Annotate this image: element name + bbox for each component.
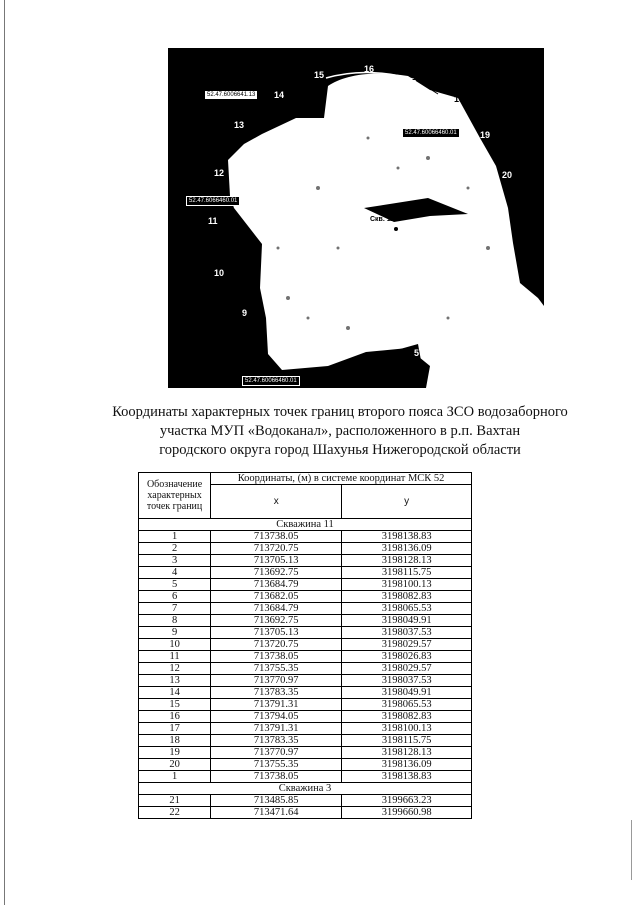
table-row — [139, 639, 472, 651]
caption-line: Координаты характерных точек границ второго пояса ЗСО водозаборного — [112, 404, 568, 420]
point-number: 7 — [139, 603, 211, 615]
coord-x: 713770.97 — [211, 675, 342, 687]
coord-y: 3198138.83 — [342, 771, 472, 783]
coord-y: 3199663.23 — [342, 795, 472, 807]
point-number: 5 — [139, 579, 211, 591]
coordinates-table — [138, 472, 472, 819]
map-point-label: 16 — [364, 64, 375, 74]
coord-y: 3198136.09 — [342, 759, 472, 771]
coord-x: 713783.35 — [211, 735, 342, 747]
table-body — [139, 519, 472, 819]
table-row — [139, 567, 472, 579]
point-number: 20 — [139, 759, 211, 771]
table-row — [139, 735, 472, 747]
map-coordinate-box: 52.47.6066460.01 — [186, 196, 240, 206]
table-row — [139, 711, 472, 723]
coord-y: 3198037.53 — [342, 675, 472, 687]
coord-y: 3198029.57 — [342, 639, 472, 651]
map-point-label: 9 — [242, 308, 248, 318]
map-coordinate-box: 52.47.60066460.01 — [242, 376, 300, 386]
map-coordinate-box: 52.47.60066460.01 — [402, 128, 460, 138]
coord-y: 3198082.83 — [342, 711, 472, 723]
map-point-label: 10 — [214, 268, 225, 278]
map-point-label: 5 — [414, 348, 420, 358]
coord-x: 713755.35 — [211, 759, 342, 771]
well-label: Скв. 11 — [370, 216, 395, 223]
table-row — [139, 555, 472, 567]
table-row — [139, 759, 472, 771]
table-row — [139, 687, 472, 699]
point-number: 13 — [139, 675, 211, 687]
coord-y: 3198100.13 — [342, 723, 472, 735]
table-row — [139, 699, 472, 711]
map-point-label: 1 — [484, 294, 490, 304]
coord-y: 3198136.09 — [342, 543, 472, 555]
coord-y: 3198115.75 — [342, 567, 472, 579]
coord-y: 3198049.91 — [342, 687, 472, 699]
table-row — [139, 531, 472, 543]
map-point-label: 2 — [508, 254, 514, 264]
header-y: y — [342, 485, 472, 519]
coord-x: 713770.97 — [211, 747, 342, 759]
coord-x: 713720.75 — [211, 543, 342, 555]
map-point-label: 15 — [314, 70, 325, 80]
page-edge-mark — [631, 820, 632, 880]
coord-x: 713738.05 — [211, 651, 342, 663]
coord-x: 713738.05 — [211, 531, 342, 543]
coord-x: 713738.05 — [211, 771, 342, 783]
map-point-label: 18 — [454, 94, 465, 104]
map-point-label: 14 — [274, 90, 285, 100]
coord-y: 3198026.83 — [342, 651, 472, 663]
point-number: 9 — [139, 627, 211, 639]
table-row — [139, 627, 472, 639]
coord-x: 713794.05 — [211, 711, 342, 723]
table-row — [139, 795, 472, 807]
table-row — [139, 723, 472, 735]
coord-y: 3198037.53 — [342, 627, 472, 639]
table-row — [139, 615, 472, 627]
coord-x: 713705.13 — [211, 555, 342, 567]
point-number: 8 — [139, 615, 211, 627]
table-row — [139, 771, 472, 783]
coord-x: 713705.13 — [211, 627, 342, 639]
point-number: 21 — [139, 795, 211, 807]
section-title: Скважина 11 — [139, 519, 472, 531]
section-title: Скважина 3 — [139, 783, 472, 795]
point-number: 3 — [139, 555, 211, 567]
point-number: 6 — [139, 591, 211, 603]
coord-x: 713684.79 — [211, 603, 342, 615]
coord-x: 713720.75 — [211, 639, 342, 651]
coord-x: 713684.79 — [211, 579, 342, 591]
section-row — [139, 519, 472, 531]
caption-line: городского округа город Шахунья Нижегородской области — [159, 442, 521, 458]
page-edge-line — [4, 0, 5, 905]
table-row — [139, 543, 472, 555]
coord-y: 3198065.53 — [342, 603, 472, 615]
table-row — [139, 747, 472, 759]
point-number: 15 — [139, 699, 211, 711]
table-row — [139, 603, 472, 615]
boundary-map — [168, 48, 544, 388]
coord-y: 3198082.83 — [342, 591, 472, 603]
table-row — [139, 579, 472, 591]
document-caption — [90, 403, 590, 460]
coord-x: 713682.05 — [211, 591, 342, 603]
point-number: 19 — [139, 747, 211, 759]
coord-y: 3199660.98 — [342, 807, 472, 819]
point-number: 10 — [139, 639, 211, 651]
coord-x: 713783.35 — [211, 687, 342, 699]
point-number: 14 — [139, 687, 211, 699]
coord-y: 3198029.57 — [342, 663, 472, 675]
point-number: 12 — [139, 663, 211, 675]
map-point-label: 17 — [412, 72, 423, 82]
coord-x: 713791.31 — [211, 699, 342, 711]
coord-y: 3198138.83 — [342, 531, 472, 543]
point-number: 17 — [139, 723, 211, 735]
map-point-label: 19 — [480, 130, 491, 140]
map-point-label: 12 — [214, 168, 225, 178]
coord-x: 713692.75 — [211, 615, 342, 627]
map-point-label: 11 — [208, 216, 218, 226]
coord-x: 713692.75 — [211, 567, 342, 579]
coord-y: 3198065.53 — [342, 699, 472, 711]
point-number: 18 — [139, 735, 211, 747]
header-x: x — [211, 485, 342, 519]
coord-y: 3198128.13 — [342, 555, 472, 567]
table-row — [139, 651, 472, 663]
table-row — [139, 675, 472, 687]
coord-x: 713755.35 — [211, 663, 342, 675]
coord-y: 3198100.13 — [342, 579, 472, 591]
map-point-label: 20 — [502, 170, 513, 180]
table-row — [139, 591, 472, 603]
point-number: 16 — [139, 711, 211, 723]
coord-y: 3198049.91 — [342, 615, 472, 627]
point-number: 1 — [139, 531, 211, 543]
point-number: 1 — [139, 771, 211, 783]
section-row — [139, 783, 472, 795]
point-number: 4 — [139, 567, 211, 579]
header-point: Обозначение характерных точек границ — [139, 473, 211, 519]
point-number: 11 — [139, 651, 211, 663]
table-row — [139, 663, 472, 675]
coord-x: 713791.31 — [211, 723, 342, 735]
coord-x: 713471.64 — [211, 807, 342, 819]
map-coordinate-box: 52.47.6006641.13 — [204, 90, 258, 100]
coord-x: 713485.85 — [211, 795, 342, 807]
caption-line: участка МУП «Водоканал», расположенного в р.п. Вахтан — [159, 423, 521, 439]
table-row — [139, 807, 472, 819]
map-point-label: 13 — [234, 120, 245, 130]
point-number: 2 — [139, 543, 211, 555]
point-number: 22 — [139, 807, 211, 819]
header-coords: Координаты, (м) в системе координат МСК 52 — [211, 473, 472, 485]
coord-y: 3198115.75 — [342, 735, 472, 747]
coord-y: 3198128.13 — [342, 747, 472, 759]
